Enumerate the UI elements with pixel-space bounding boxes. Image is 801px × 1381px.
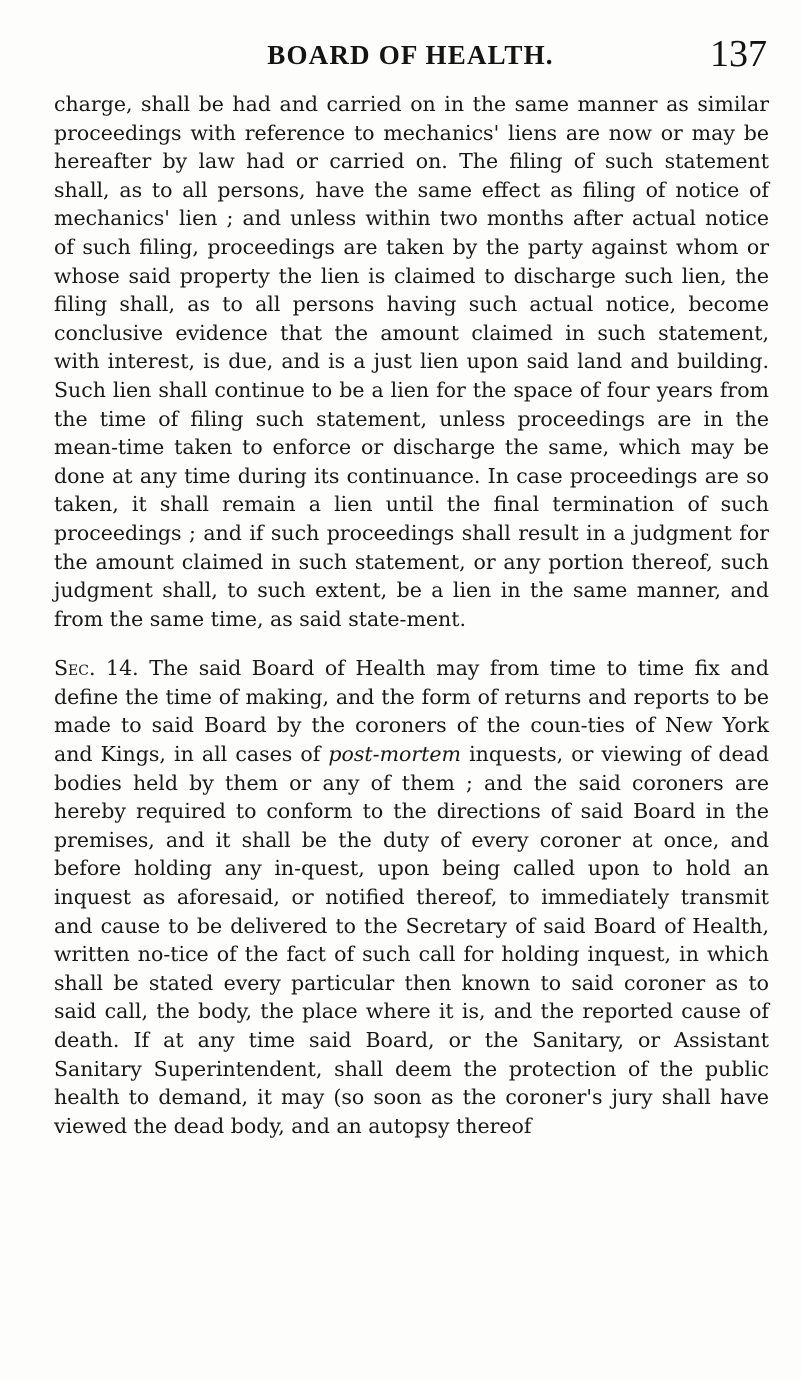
body-text xyxy=(54,90,769,1140)
section-label: Sec. 14. xyxy=(54,656,139,681)
paragraph-section-14 xyxy=(54,654,769,1140)
running-head xyxy=(54,30,767,80)
paragraph-continuation: charge, shall be had and carried on in the same manner as similar proceedings with reference to mechanics' liens are now or may be hereafter by law had or carried on. The filing of such statement shall, as to all persons, have the same effect as filing of notice of mechanics' lien ; and unless within two months after actual notice of such filing, proceedings are taken by the party against whom or whose said property the lien is claimed to discharge such lien, the filing shall, as to all persons having such actual notice, become conclusive evidence that the amount claimed in such statement, with interest, is due, and is a just lien upon said land and building. Such lien shall continue to be a lien for the space of four years from the time of filing such statement, unless proceedings are in the mean-time taken to enforce or discharge the same, which may be done at any time during its continuance. In case proceedings are so taken, it shall remain a lien until the final termination of such proceedings ; and if such proceedings shall result in a judgment for the amount claimed in such statement, or any portion thereof, such judgment shall, to such extent, be a lien in the same manner, and from the same time, as said state-ment. xyxy=(54,92,769,631)
page-number: 137 xyxy=(710,33,767,75)
section-text-start: The said Board of Health may from time to time fix and define the time of making, and the form of returns and reports to be made to said Board by the coroners of the coun-ties of New York and Kings, in all cases of xyxy=(54,656,769,767)
running-title: BOARD OF HEALTH. xyxy=(267,40,554,70)
italic-term: post-mortem xyxy=(328,742,461,767)
section-text-rest: inquests, or viewing of dead bodies held by them or any of them ; and the said coroners are hereby required to conform to the directions of said Board in the premises, and it shall be the duty of every coroner at once, and before holding any in-quest, upon being called upon to hold an inquest as aforesaid, or notified thereof, to immediately transmit and cause to be delivered to the Secretary of said Board of Health, written no-tice of the fact of such call for holding inquest, in which shall be stated every particular then known to said coroner as to said call, the body, the place where it is, and the reported cause of death. If at any time said Board, or the Sanitary, or Assistant Sanitary Superintendent, shall deem the protection of the public health to demand, it may (so soon as the coroner's jury shall have viewed the dead body, and an autopsy thereof xyxy=(54,742,769,1138)
